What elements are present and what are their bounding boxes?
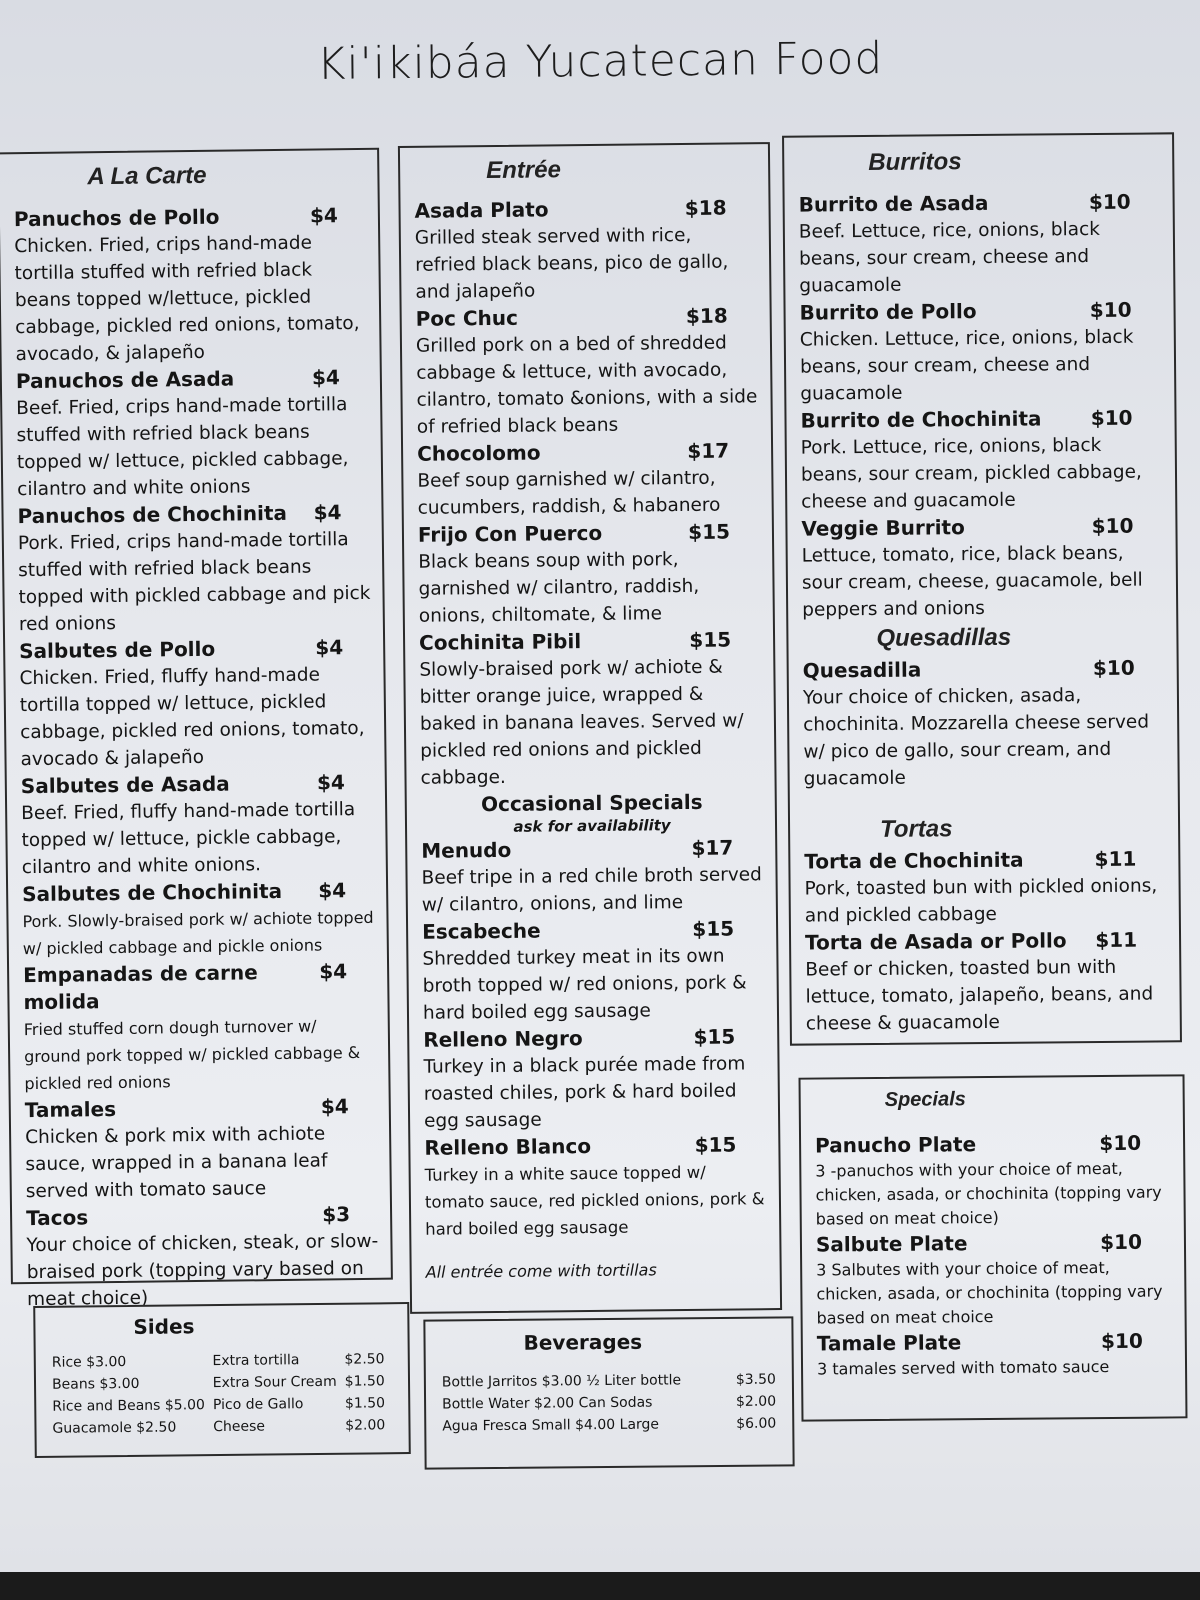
quesadillas-list: [803, 654, 1166, 792]
menu-item-header: [14, 202, 368, 233]
menu-item-header: [804, 845, 1166, 875]
page-bottom-shadow: [0, 1572, 1200, 1600]
menu-item-price: $15: [688, 519, 731, 544]
menu-item: [817, 1327, 1173, 1381]
menu-item: [14, 202, 370, 368]
menu-item-description: Pork, toasted bun with pickled onions, and pickled cabbage: [804, 875, 1158, 927]
specials-heading: Specials: [884, 1088, 966, 1111]
menu-item-name: Relleno Blanco: [424, 1134, 592, 1160]
menu-item-price: $10: [1099, 1130, 1142, 1156]
menu-item: [423, 1023, 766, 1135]
a-la-carte-heading: A La Carte: [87, 161, 207, 191]
burritos-heading: Burritos: [868, 148, 962, 176]
menu-item-header: [418, 518, 760, 549]
menu-item: [25, 1093, 380, 1205]
menu-item-name: Escabeche: [421, 918, 541, 944]
menu-item-name: Burrito de Asada: [798, 190, 989, 217]
menu-item-name: Asada Plato: [414, 197, 549, 223]
menu-item-name: Salbute Plate: [815, 1231, 968, 1257]
menu-item: [419, 626, 763, 792]
menu-item-price: $4: [311, 365, 341, 390]
menu-item-name: Torta de Asada or Pollo: [804, 928, 1067, 955]
occasional-specials-list: [421, 834, 767, 1243]
menu-item-price: $4: [319, 959, 348, 984]
sides-section: [33, 1302, 411, 1458]
table-row: [438, 1413, 780, 1438]
menu-item-name: Salbutes de Pollo: [19, 636, 216, 664]
entree-note: All entrée come with tortillas: [425, 1260, 657, 1282]
menu-item: [815, 1129, 1172, 1231]
menu-item-price: $15: [694, 1132, 737, 1157]
menu-item-price: $10: [1100, 1328, 1143, 1354]
menu-item-header: [417, 437, 759, 468]
menu-item-header: [21, 769, 375, 800]
table-cell: Bottle Jarritos $3.00 ½ Liter bottle: [441, 1372, 682, 1391]
menu-item-header: [421, 834, 763, 865]
menu-item-price: $4: [318, 878, 347, 903]
table-cell: Extra Sour Cream: [212, 1373, 337, 1392]
menu-item-name: Panuchos de Asada: [15, 366, 235, 394]
menu-item-description: Black beans soup with pork, garnished w/ cilantro, raddish, onions, chiltomate, & lime: [418, 549, 700, 627]
menu-item-description: Shredded turkey meat in its own broth topped w/ red onions, pork & hard boiled egg sausage: [422, 945, 747, 1024]
menu-item-description: Turkey in a black purée made from roasted chiles, pork & hard boiled egg sausage: [423, 1053, 746, 1132]
menu-item-header: [16, 364, 370, 395]
tortas-heading: Tortas: [879, 815, 953, 843]
table-cell: Beans $3.00: [51, 1375, 140, 1393]
menu-item: [424, 1131, 767, 1243]
menu-title: Ki'ikibáa Yucatecan Food: [316, 33, 884, 90]
menu-item: [800, 404, 1163, 515]
menu-item-header: [17, 499, 371, 530]
menu-item-price: $15: [693, 1024, 736, 1049]
table-cell: $2.50: [344, 1351, 385, 1368]
occasional-specials-subtitle: ask for availability: [513, 816, 671, 836]
menu-item-name: Torta de Chochinita: [804, 847, 1024, 874]
menu-item-name: Burrito de Chochinita: [800, 406, 1042, 433]
menu-item: [801, 512, 1164, 623]
menu-item: [421, 834, 764, 919]
menu-item-header: [423, 1023, 765, 1054]
menu-item-header: [419, 626, 761, 657]
table-cell: Rice and Beans $5.00: [52, 1397, 206, 1415]
menu-item-header: [424, 1131, 766, 1162]
table-cell: Guacamole $2.50: [52, 1419, 177, 1437]
menu-item-name: Veggie Burrito: [801, 515, 965, 541]
table-cell: $1.50: [344, 1373, 385, 1390]
menu-item-description: Pork. Fried, crips hand-made tortilla stuffed with refried black beans topped with pickled cabbage and pick red onions: [17, 529, 371, 636]
occasional-specials-heading: Occasional Specials: [480, 789, 703, 817]
menu-item-name: Salbutes de Chochinita: [22, 878, 283, 907]
menu-item-name: Panuchos de Pollo: [13, 204, 220, 232]
menu-item-header: [26, 1201, 380, 1232]
menu-item-name: Quesadilla: [802, 657, 922, 683]
menu-item-description: Your choice of chicken, asada, chochinita. Mozzarella cheese served w/ pico de gallo, sour cream, and guacamole: [802, 685, 1150, 790]
menu-item-description: Pork. Lettuce, rice, onions, black beans, sour cream, pickled cabbage, cheese and guacamole: [800, 434, 1142, 513]
entree-section: [398, 142, 782, 1314]
menu-item-name: Relleno Negro: [423, 1026, 583, 1052]
menu-item-name: Panuchos de Chochinita: [17, 500, 288, 529]
menu-item-description: Chicken. Fried, crips hand-made tortilla stuffed with refried black beans topped w/lettuce, pickled cabbage, pickled red onions, tomato, avocado, & jalapeño: [14, 232, 360, 366]
table-cell: Pico de Gallo: [212, 1396, 304, 1414]
menu-item-description: Fried stuffed corn dough turnover w/ ground pork topped w/ pickled cabbage & pickled red onions: [23, 1016, 361, 1094]
beverages-section: [423, 1316, 794, 1469]
menu-item-price: $15: [692, 916, 735, 941]
table-cell: $6.00: [736, 1415, 777, 1432]
table-cell: Rice $3.00: [51, 1354, 127, 1371]
menu-item-description: Beef tripe in a red chile broth served w/ cilantro, onions, and lime: [421, 864, 762, 916]
menu-item-header: [816, 1228, 1172, 1258]
menu-item-header: [799, 296, 1161, 326]
menu-item-header: [815, 1129, 1171, 1159]
menu-item-header: [817, 1327, 1173, 1357]
menu-item: [418, 518, 761, 630]
menu-item-description: Turkey in a white sauce topped w/ tomato sauce, red pickled onions, pork & hard boiled egg sausage: [424, 1162, 765, 1239]
menu-item: [803, 654, 1166, 792]
menu-item-header: [422, 915, 764, 946]
table-cell: $2.00: [345, 1417, 386, 1434]
menu-item-header: [23, 958, 378, 1016]
beverages-heading: Beverages: [523, 1329, 643, 1355]
menu-item-header: [800, 404, 1162, 434]
quesadillas-heading: Quesadillas: [876, 623, 1012, 652]
menu-item: [16, 364, 372, 503]
menu-item-price: $4: [320, 1094, 349, 1119]
menu-item-price: $10: [1091, 513, 1134, 539]
menu-item-name: Menudo: [421, 837, 512, 863]
menu-item-name: Frijo Con Puerco: [417, 520, 603, 547]
menu-item: [799, 296, 1162, 407]
specials-section: [799, 1074, 1188, 1421]
sides-table: [48, 1348, 390, 1440]
table-cell: Extra tortilla: [212, 1352, 300, 1370]
menu-item-description: Slowly-braised pork w/ achiote & bitter orange juice, wrapped & baked in banana leaves. Served w/ pickled red onions and pickled cabbage.: [419, 656, 744, 789]
tortas-list: [804, 845, 1168, 1037]
menu-item-description: Chicken & pork mix with achiote sauce, wrapped in a banana leaf served with tomato sauce: [25, 1123, 328, 1203]
table-cell: $2.00: [735, 1393, 777, 1410]
menu-item-description: Beef soup garnished w/ cilantro, cucumbers, raddish, & habanero: [417, 467, 721, 519]
menu-item-name: Tamale Plate: [816, 1330, 962, 1356]
menu-item-description: 3 -panuchos with your choice of meat, chicken, asada, or chochinita (topping vary based on meat choice): [815, 1158, 1162, 1229]
menu-item-description: Chicken. Fried, fluffy hand-made tortilla topped w/ lettuce, pickled cabbage, pickled red onions, tomato, avocado & jalapeño: [19, 664, 365, 771]
menu-item-name: Tacos: [25, 1205, 89, 1231]
burritos-section: [782, 132, 1182, 1045]
menu-item-header: [803, 654, 1165, 684]
menu-item-header: [416, 302, 758, 333]
menu-item: [804, 845, 1167, 929]
specials-list: [815, 1129, 1173, 1381]
menu-item-price: $3: [322, 1202, 351, 1227]
menu-item-description: Lettuce, tomato, rice, black beans, sour cream, cheese, guacamole, bell peppers and onions: [801, 542, 1143, 621]
menu-item: [417, 437, 760, 522]
burritos-list: [799, 188, 1165, 623]
menu-item-header: [801, 512, 1163, 542]
menu-item-name: Chocolomo: [416, 440, 541, 466]
menu-item-name: Burrito de Pollo: [799, 299, 977, 325]
menu-item: [805, 926, 1168, 1037]
menu-item-price: $4: [316, 770, 345, 795]
menu-item: [799, 188, 1162, 299]
menu-item-price: $4: [315, 635, 344, 660]
menu-item-header: [22, 877, 376, 908]
menu-item-description: Beef. Lettuce, rice, onions, black beans, sour cream, cheese and guacamole: [798, 218, 1101, 297]
menu-item-price: $4: [309, 203, 339, 228]
table-row: [438, 1369, 780, 1394]
menu-item-description: 3 tamales served with tomato sauce: [816, 1356, 1110, 1379]
table-cell: Cheese: [213, 1418, 266, 1436]
menu-item-name: Cochinita Pibil: [418, 629, 582, 655]
menu-item-price: $4: [313, 500, 342, 525]
menu-item: [21, 769, 376, 881]
menu-item-header: [414, 194, 756, 225]
menu-item-price: $17: [687, 438, 730, 463]
menu-item-price: $15: [689, 627, 732, 652]
menu-item-description: Grilled steak served with rice, refried black beans, pico de gallo, and jalapeño: [414, 224, 729, 303]
menu-item: [414, 194, 757, 306]
menu-item-description: Chicken. Lettuce, rice, onions, black beans, sour cream, cheese and guacamole: [799, 326, 1134, 405]
menu-item-header: [25, 1093, 379, 1124]
menu-item-price: $10: [1090, 405, 1133, 431]
menu-item-header: [799, 188, 1161, 218]
menu-item-description: Beef. Fried, fluffy hand-made tortilla topped w/ lettuce, pickle cabbage, cilantro and white onions.: [21, 799, 356, 879]
table-cell: $3.50: [735, 1371, 776, 1388]
menu-item: [416, 302, 759, 441]
a-la-carte-list: [14, 202, 381, 1313]
menu-item-price: $10: [1089, 297, 1132, 323]
menu-item-name: Panucho Plate: [814, 1132, 977, 1158]
table-row: [48, 1414, 389, 1440]
menu-item-name: Poc Chuc: [415, 305, 519, 331]
menu-item-name: Salbutes de Asada: [20, 771, 230, 799]
menu-item-price: $10: [1088, 189, 1131, 215]
menu-item-description: Beef. Fried, crips hand-made tortilla stuffed with refried black beans topped w/ lettuce, pickled cabbage, cilantro and white onions: [16, 394, 349, 501]
menu-item-price: $10: [1092, 655, 1135, 681]
table-cell: Bottle Water $2.00 Can Sodas: [442, 1394, 653, 1413]
menu-item-price: $17: [691, 835, 734, 860]
menu-item: [422, 915, 765, 1027]
menu-item: [19, 634, 375, 773]
menu-item: [17, 499, 373, 638]
menu-item-header: [805, 926, 1167, 956]
menu-item-name: Tamales: [24, 1096, 117, 1123]
menu-item-price: $10: [1100, 1229, 1143, 1255]
entree-list: [414, 194, 762, 792]
menu-item-description: Grilled pork on a bed of shredded cabbage & lettuce, with avocado, cilantro, tomato &onions, with a side of refried black beans: [415, 332, 758, 438]
menu-item-description: Pork. Slowly-braised pork w/ achiote topped w/ pickled cabbage and pickle onions: [22, 907, 374, 959]
menu-item-price: $11: [1094, 846, 1137, 872]
sides-heading: Sides: [133, 1314, 195, 1339]
menu-item: [23, 958, 379, 1097]
menu-item-name: Empanadas de carne molida: [23, 960, 258, 1015]
menu-item-price: $11: [1095, 927, 1138, 953]
menu-item-description: 3 Salbutes with your choice of meat, chicken, asada, or chochinita (topping vary based on meat choice: [816, 1257, 1163, 1328]
menu-item: [816, 1228, 1173, 1330]
menu-item-description: Beef or chicken, toasted bun with lettuce, tomato, jalapeño, beans, and cheese & guacamole: [805, 956, 1154, 1035]
menu-item-description: Your choice of chicken, steak, or slow-braised pork (topping vary based on meat choice): [26, 1230, 379, 1311]
menu-item-header: [19, 634, 373, 665]
menu-item: [22, 877, 377, 962]
table-row: [438, 1391, 780, 1416]
entree-heading: Entrée: [486, 156, 561, 185]
beverages-table: [438, 1369, 781, 1438]
table-cell: $1.50: [344, 1395, 386, 1412]
menu-item-price: $18: [685, 303, 728, 328]
a-la-carte-section: [0, 148, 393, 1311]
table-cell: Agua Fresca Small $4.00 Large: [442, 1416, 660, 1435]
menu-item-price: $18: [684, 195, 727, 220]
menu-item: [26, 1201, 381, 1313]
